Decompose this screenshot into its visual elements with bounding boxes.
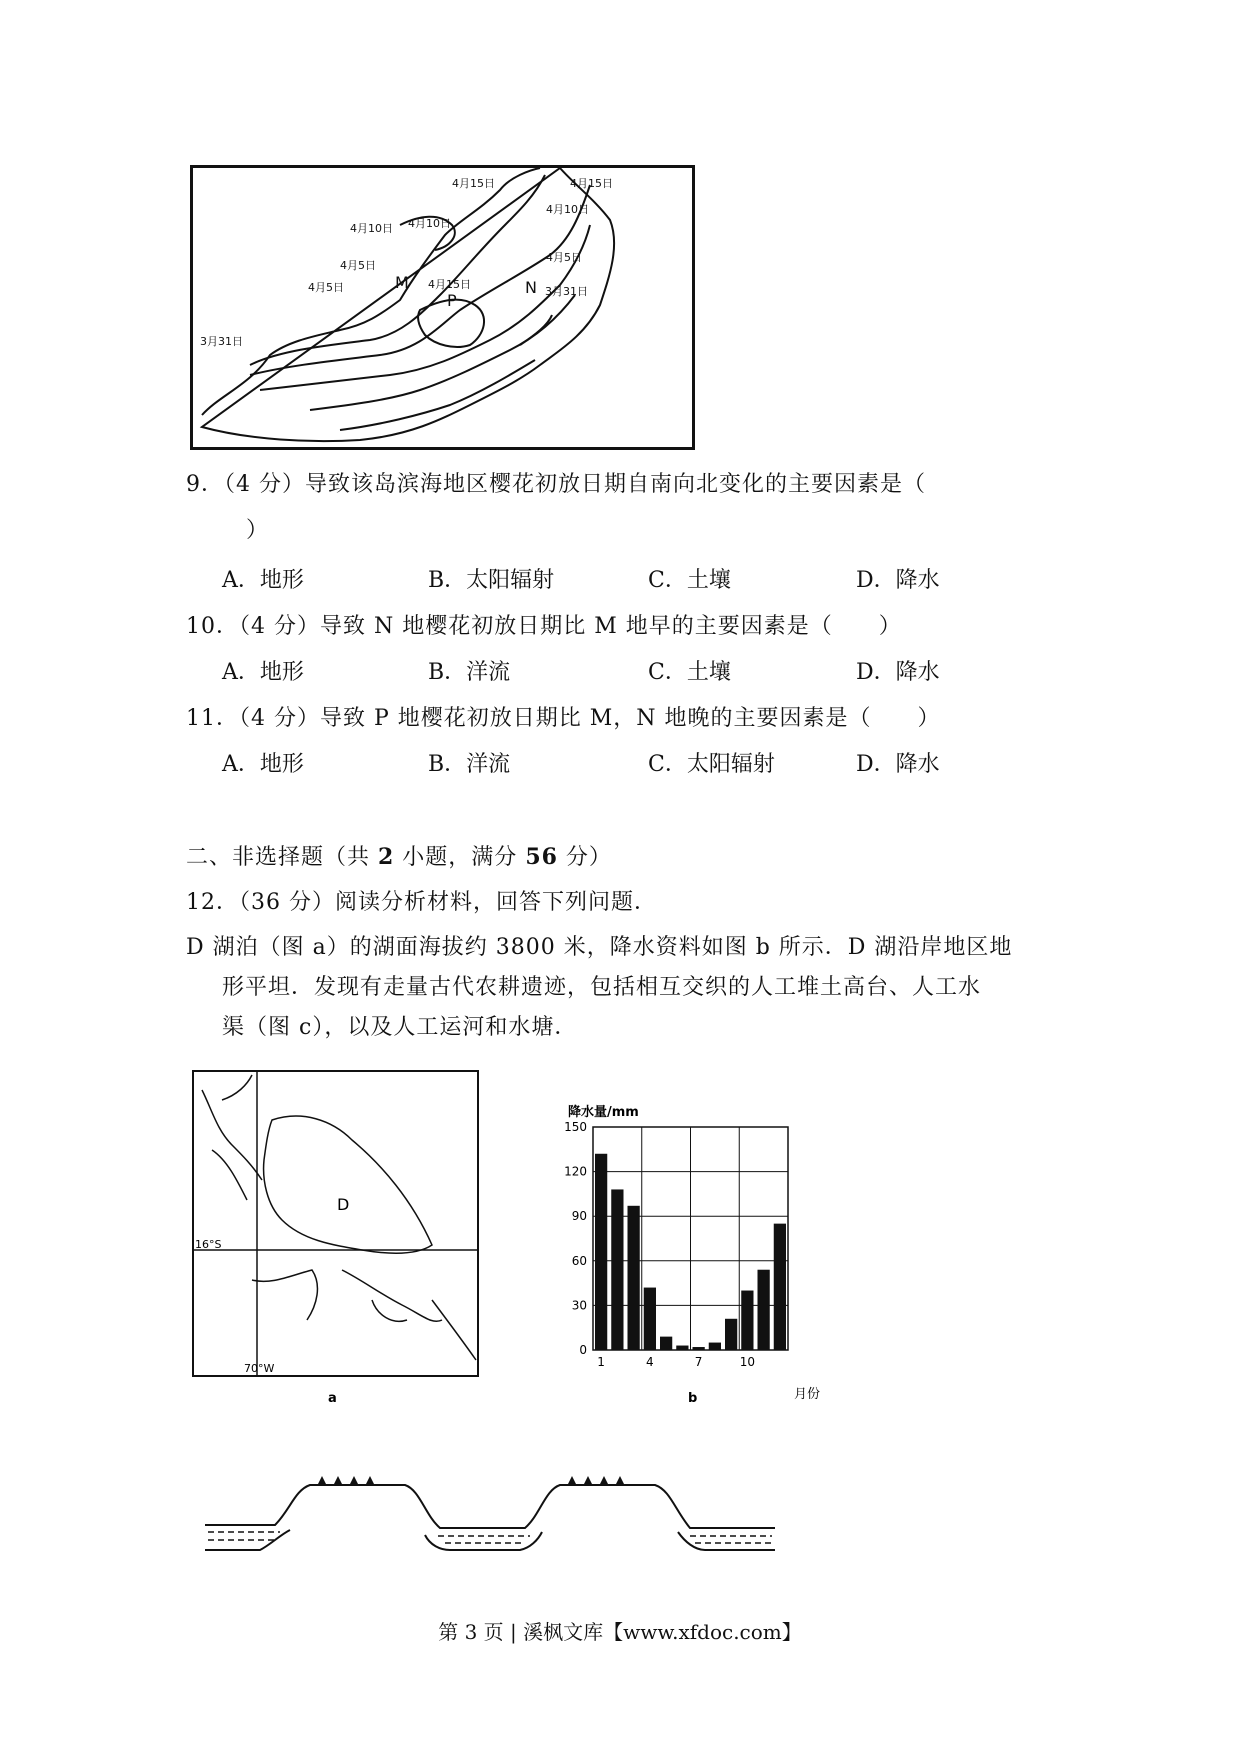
chart-y-tick-label: 30 xyxy=(571,1298,587,1313)
figure-a-caption: a xyxy=(328,1391,337,1406)
chart-y-tick-label: 90 xyxy=(571,1209,587,1224)
chart-y-tick-label: 150 xyxy=(564,1120,587,1134)
sakura-bloom-map xyxy=(190,165,696,452)
chart-bar xyxy=(676,1346,688,1350)
map-label: 4月5日 xyxy=(546,251,582,264)
chart-bar xyxy=(693,1347,705,1350)
map-label: 4月15日 xyxy=(428,278,471,291)
precipitation-chart-figure-b xyxy=(548,1100,824,1408)
map-label: 4月15日 xyxy=(570,177,613,190)
latitude-label: 16°S xyxy=(195,1238,222,1251)
map-label: 4月10日 xyxy=(408,217,451,230)
q11-option-d: D．降水 xyxy=(856,752,940,777)
chart-bar xyxy=(628,1206,640,1350)
chart-bar xyxy=(660,1337,672,1350)
q9-option-a: A．地形 xyxy=(222,568,304,593)
map-label: 3月31日 xyxy=(200,335,243,348)
map-label: 3月31日 xyxy=(545,285,588,298)
q9-option-c: C．土壤 xyxy=(648,568,731,593)
q9-option-d: D．降水 xyxy=(856,568,940,593)
question-10-text: 10．（4 分）导致 N 地樱花初放日期比 M 地早的主要因素是（ ） xyxy=(186,614,902,639)
q10-option-a: A．地形 xyxy=(222,660,304,685)
question-12-title: 12．（36 分）阅读分析材料，回答下列问题． xyxy=(186,890,657,915)
figure-b-caption: b xyxy=(688,1391,698,1406)
material-line-1: D 湖泊（图 a）的湖面海拔约 3800 米，降水资料如图 b 所示．D 湖沿岸地区地 xyxy=(186,935,1013,960)
chart-bar xyxy=(741,1291,753,1350)
map-label-n: N xyxy=(525,278,537,297)
chart-y-tick-label: 0 xyxy=(579,1343,587,1357)
lake-map-figure-a xyxy=(192,1070,482,1408)
lake-label-d: D xyxy=(337,1195,350,1214)
map-label: 4月10日 xyxy=(546,203,589,216)
crop-plants xyxy=(318,1476,624,1484)
raised-field-cross-section-figure-c xyxy=(200,1470,780,1562)
chart-bar xyxy=(644,1288,656,1350)
chart-x-tick-label: 1 xyxy=(597,1355,605,1369)
q11-option-c: C．太阳辐射 xyxy=(648,752,775,777)
longitude-label: 70°W xyxy=(244,1362,275,1375)
page-footer: 第 3 页 | 溪枫文库【www.xfdoc.com】 xyxy=(438,1620,802,1644)
chart-x-axis-label: 月份 xyxy=(794,1387,821,1402)
map-label: 4月5日 xyxy=(308,281,344,294)
map-label: 4月5日 xyxy=(340,259,376,272)
chart-bar xyxy=(709,1343,721,1350)
q10-option-b: B．洋流 xyxy=(428,660,511,685)
material-line-2: 形平坦．发现有走量古代农耕遗迹，包括相互交织的人工堆土高台、人工水 xyxy=(222,975,982,1000)
chart-bar xyxy=(611,1189,623,1350)
q9-option-b: B．太阳辐射 xyxy=(428,568,555,593)
section-2-heading: 二、非选择题（共 2 小题，满分 56 分） xyxy=(186,844,612,870)
map-label: 4月10日 xyxy=(350,222,393,235)
chart-bar xyxy=(725,1319,737,1350)
question-9-paren: ） xyxy=(246,518,270,543)
material-line-3: 渠（图 c），以及人工运河和水塘． xyxy=(222,1015,578,1040)
chart-bar xyxy=(758,1270,770,1350)
chart-bar xyxy=(774,1224,786,1350)
chart-x-tick-label: 4 xyxy=(646,1355,654,1369)
question-9-text: 9．（4 分）导致该岛滨海地区樱花初放日期自南向北变化的主要因素是（ xyxy=(186,472,926,497)
chart-y-axis-label: 降水量/mm xyxy=(568,1105,639,1120)
map-label-p: P xyxy=(447,291,457,310)
q10-option-c: C．土壤 xyxy=(648,660,731,685)
chart-bar xyxy=(595,1154,607,1350)
q11-option-a: A．地形 xyxy=(222,752,304,777)
chart-y-tick-label: 120 xyxy=(564,1164,587,1179)
question-11-text: 11．（4 分）导致 P 地樱花初放日期比 M，N 地晚的主要因素是（ ） xyxy=(186,706,941,731)
question-12-material xyxy=(186,928,1066,1048)
chart-x-tick-label: 7 xyxy=(694,1355,703,1369)
map-label: 4月15日 xyxy=(452,177,495,190)
chart-y-tick-label: 60 xyxy=(571,1253,587,1268)
map-label-m: M xyxy=(395,273,409,292)
q10-option-d: D．降水 xyxy=(856,660,940,685)
q11-option-b: B．洋流 xyxy=(428,752,511,777)
chart-x-tick-label: 10 xyxy=(739,1355,756,1369)
